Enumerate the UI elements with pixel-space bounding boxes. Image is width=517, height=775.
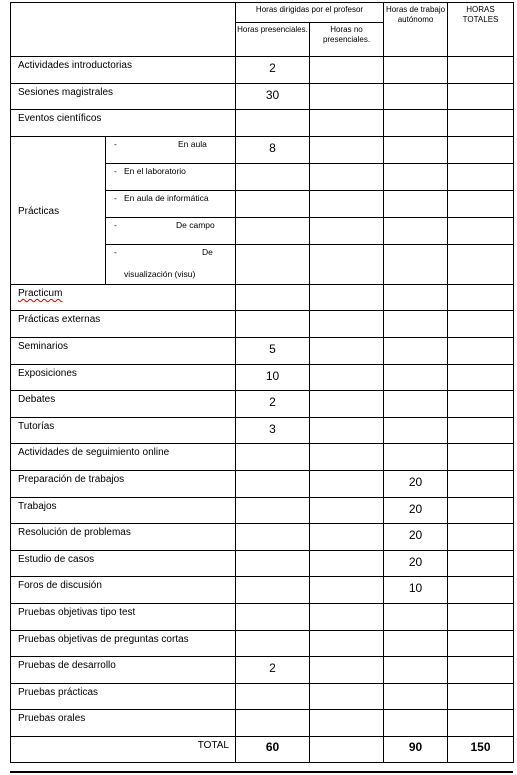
totales-cell: [448, 710, 514, 737]
autonomo-cell: [384, 444, 448, 471]
totales-cell: [448, 136, 514, 163]
activity-row: [11, 603, 514, 630]
practicas-sub-label: En el laboratorio: [124, 165, 186, 176]
activity-label: Prácticas externas: [11, 311, 236, 338]
activity-label: Pruebas orales: [11, 710, 236, 737]
presenciales-cell: [236, 497, 310, 524]
autonomo-cell: [384, 57, 448, 84]
no-presenciales-cell: [310, 444, 384, 471]
practicas-sub-label: En aula: [178, 138, 207, 149]
totales-cell: [448, 603, 514, 630]
no-presenciales-cell: [310, 163, 384, 190]
presenciales-cell: 10: [236, 364, 310, 391]
autonomo-cell: 20: [384, 497, 448, 524]
activity-label: Pruebas prácticas: [11, 683, 236, 710]
activity-row: [11, 83, 514, 110]
activity-row: [11, 710, 514, 737]
dash-marker: -: [114, 219, 117, 230]
total-presenciales: 60: [236, 736, 310, 762]
activity-label: Estudio de casos: [11, 550, 236, 577]
activity-label: Sesiones magistrales: [11, 83, 236, 110]
practicas-sub-label: De campo: [176, 219, 215, 230]
practicas-sub-cell: [106, 217, 236, 244]
presenciales-cell: 8: [236, 136, 310, 163]
presenciales-cell: 3: [236, 417, 310, 444]
presenciales-cell: 5: [236, 337, 310, 364]
activity-label: Actividades de seguimiento online: [11, 444, 236, 471]
activity-label: Debates: [11, 391, 236, 418]
no-presenciales-cell: [310, 110, 384, 137]
autonomo-cell: [384, 244, 448, 284]
total-no-presenciales: [310, 736, 384, 762]
practicas-sub-cell: [106, 190, 236, 217]
presenciales-cell: [236, 217, 310, 244]
totales-cell: [448, 190, 514, 217]
no-presenciales-cell: [310, 683, 384, 710]
no-presenciales-cell: [310, 217, 384, 244]
totales-cell: [448, 470, 514, 497]
activity-label: Preparación de trabajos: [11, 470, 236, 497]
autonomo-cell: [384, 284, 448, 311]
activity-label: Foros de discusión: [11, 577, 236, 604]
autonomo-cell: [384, 391, 448, 418]
header-row-1: [11, 3, 514, 23]
autonomo-cell: [384, 630, 448, 657]
header-totales: HORAS TOTALES: [448, 3, 514, 57]
practicas-sub-cell: [106, 136, 236, 163]
header-presenciales: Horas presenciales.: [236, 23, 310, 57]
totales-cell: [448, 244, 514, 284]
autonomo-cell: [384, 364, 448, 391]
activity-row: [11, 497, 514, 524]
presenciales-cell: [236, 444, 310, 471]
total-row: [11, 736, 514, 762]
totales-cell: [448, 550, 514, 577]
dash-marker: -: [114, 192, 117, 203]
no-presenciales-cell: [310, 391, 384, 418]
autonomo-cell: 20: [384, 550, 448, 577]
dash-marker: -: [114, 246, 117, 257]
totales-cell: [448, 524, 514, 551]
autonomo-cell: [384, 83, 448, 110]
activity-row: [11, 683, 514, 710]
totales-cell: [448, 391, 514, 418]
autonomo-cell: [384, 657, 448, 684]
presenciales-cell: [236, 244, 310, 284]
autonomo-cell: [384, 110, 448, 137]
autonomo-cell: [384, 337, 448, 364]
totales-cell: [448, 444, 514, 471]
autonomo-cell: [384, 163, 448, 190]
no-presenciales-cell: [310, 497, 384, 524]
activity-label: Exposiciones: [11, 364, 236, 391]
autonomo-cell: [384, 190, 448, 217]
activity-label: Actividades introductorias: [11, 57, 236, 84]
activity-row: [11, 550, 514, 577]
activity-label: Pruebas objetivas tipo test: [11, 603, 236, 630]
autonomo-cell: [384, 683, 448, 710]
no-presenciales-cell: [310, 470, 384, 497]
no-presenciales-cell: [310, 417, 384, 444]
practicas-sub-label: En aula de informática: [124, 192, 209, 203]
presenciales-cell: [236, 577, 310, 604]
no-presenciales-cell: [310, 657, 384, 684]
practicas-sub-cell: [106, 163, 236, 190]
activity-row: [11, 337, 514, 364]
no-presenciales-cell: [310, 710, 384, 737]
total-label: TOTAL: [11, 736, 236, 762]
no-presenciales-cell: [310, 337, 384, 364]
header-autonomo: Horas de trabajo autónomo: [384, 3, 448, 57]
presenciales-cell: 2: [236, 57, 310, 84]
presenciales-cell: [236, 550, 310, 577]
activity-label: Tutorías: [11, 417, 236, 444]
presenciales-cell: [236, 190, 310, 217]
no-presenciales-cell: [310, 577, 384, 604]
presenciales-cell: [236, 284, 310, 311]
totales-cell: [448, 57, 514, 84]
no-presenciales-cell: [310, 136, 384, 163]
presenciales-cell: [236, 311, 310, 338]
activity-label: Pruebas objetivas de preguntas cortas: [11, 630, 236, 657]
header-group-label: Horas dirigidas por el profesor: [236, 3, 384, 23]
presenciales-cell: [236, 110, 310, 137]
activity-row: [11, 444, 514, 471]
presenciales-cell: [236, 710, 310, 737]
practicas-row: [11, 136, 514, 163]
totales-cell: [448, 364, 514, 391]
bottom-border-line: [10, 771, 513, 773]
activity-row: [11, 364, 514, 391]
autonomo-cell: 10: [384, 577, 448, 604]
activity-row: [11, 524, 514, 551]
no-presenciales-cell: [310, 364, 384, 391]
totales-cell: [448, 337, 514, 364]
totales-cell: [448, 417, 514, 444]
no-presenciales-cell: [310, 284, 384, 311]
autonomo-cell: [384, 217, 448, 244]
activity-row: [11, 311, 514, 338]
activity-label: Eventos científicos: [11, 110, 236, 137]
presenciales-cell: [236, 470, 310, 497]
totales-cell: [448, 657, 514, 684]
totales-cell: [448, 284, 514, 311]
totales-cell: [448, 497, 514, 524]
activity-row: [11, 110, 514, 137]
activity-row: [11, 577, 514, 604]
total-autonomo: 90: [384, 736, 448, 762]
presenciales-cell: 2: [236, 391, 310, 418]
practicas-sub-cell: [106, 244, 236, 284]
total-totales: 150: [448, 736, 514, 762]
hours-table: [10, 2, 514, 763]
autonomo-cell: [384, 136, 448, 163]
no-presenciales-cell: [310, 550, 384, 577]
autonomo-cell: [384, 417, 448, 444]
totales-cell: [448, 163, 514, 190]
totales-cell: [448, 110, 514, 137]
no-presenciales-cell: [310, 311, 384, 338]
totales-cell: [448, 630, 514, 657]
no-presenciales-cell: [310, 244, 384, 284]
totales-cell: [448, 83, 514, 110]
activity-row: [11, 284, 514, 311]
practicas-label: Prácticas: [11, 136, 106, 284]
totales-cell: [448, 217, 514, 244]
no-presenciales-cell: [310, 603, 384, 630]
dash-marker: -: [114, 138, 117, 149]
activity-label: Seminarios: [11, 337, 236, 364]
no-presenciales-cell: [310, 524, 384, 551]
practicas-sub-label: De: [202, 246, 213, 257]
activity-label: Practicum: [11, 284, 236, 311]
activity-row: [11, 657, 514, 684]
autonomo-cell: [384, 311, 448, 338]
presenciales-cell: [236, 603, 310, 630]
no-presenciales-cell: [310, 83, 384, 110]
autonomo-cell: [384, 603, 448, 630]
totales-cell: [448, 683, 514, 710]
activity-row: [11, 391, 514, 418]
practicas-sub-label-line2: visualización (visu): [124, 268, 196, 279]
presenciales-cell: [236, 683, 310, 710]
presenciales-cell: [236, 630, 310, 657]
presenciales-cell: 30: [236, 83, 310, 110]
totales-cell: [448, 577, 514, 604]
totales-cell: [448, 311, 514, 338]
autonomo-cell: [384, 710, 448, 737]
no-presenciales-cell: [310, 630, 384, 657]
activity-row: [11, 417, 514, 444]
presenciales-cell: 2: [236, 657, 310, 684]
header-corner-cell: [11, 3, 236, 57]
activity-row: [11, 470, 514, 497]
autonomo-cell: 20: [384, 470, 448, 497]
activity-row: [11, 57, 514, 84]
presenciales-cell: [236, 524, 310, 551]
no-presenciales-cell: [310, 57, 384, 84]
dash-marker: -: [114, 165, 117, 176]
autonomo-cell: 20: [384, 524, 448, 551]
activity-label: Resolución de problemas: [11, 524, 236, 551]
activity-label: Pruebas de desarrollo: [11, 657, 236, 684]
activity-label: Trabajos: [11, 497, 236, 524]
header-no-presenciales: Horas no presenciales.: [310, 23, 384, 57]
activity-row: [11, 630, 514, 657]
no-presenciales-cell: [310, 190, 384, 217]
presenciales-cell: [236, 163, 310, 190]
